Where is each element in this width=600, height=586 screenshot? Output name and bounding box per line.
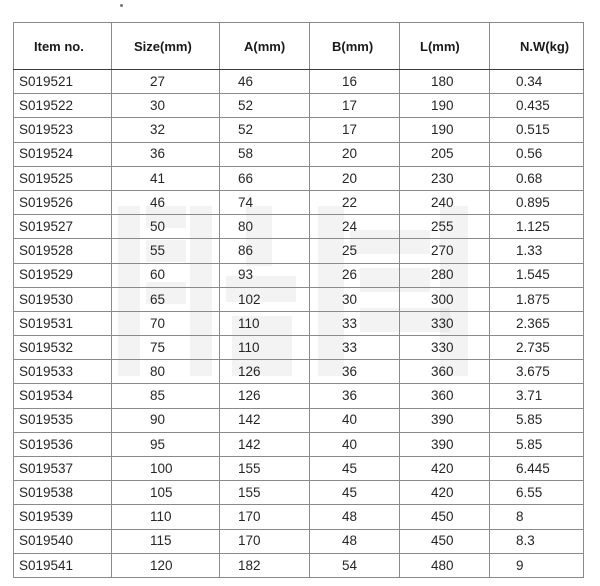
cell-net-weight: 0.515 [490, 118, 584, 142]
table-row [14, 457, 584, 481]
header-size: Size(mm) [112, 23, 220, 70]
cell-b: 16 [310, 70, 400, 94]
cell-l: 450 [400, 529, 490, 553]
cell-size: 110 [112, 505, 220, 529]
cell-l: 190 [400, 94, 490, 118]
cell-a: 170 [220, 505, 310, 529]
cell-item-no: S019530 [14, 287, 112, 311]
cell-net-weight: 0.34 [490, 70, 584, 94]
cell-item-no: S019535 [14, 408, 112, 432]
cell-item-no: S019523 [14, 118, 112, 142]
cell-b: 30 [310, 287, 400, 311]
cell-b: 33 [310, 336, 400, 360]
cell-size: 32 [112, 118, 220, 142]
table-row [14, 263, 584, 287]
cell-b: 40 [310, 408, 400, 432]
cell-a: 66 [220, 166, 310, 190]
table-row [14, 215, 584, 239]
cell-net-weight: 5.85 [490, 408, 584, 432]
corner-dot [120, 4, 123, 7]
cell-l: 420 [400, 481, 490, 505]
cell-l: 255 [400, 215, 490, 239]
cell-size: 90 [112, 408, 220, 432]
cell-l: 420 [400, 457, 490, 481]
cell-b: 54 [310, 553, 400, 577]
cell-item-no: S019527 [14, 215, 112, 239]
cell-l: 450 [400, 505, 490, 529]
header-l: L(mm) [400, 23, 490, 70]
cell-net-weight: 6.55 [490, 481, 584, 505]
cell-net-weight: 0.895 [490, 190, 584, 214]
table-row [14, 553, 584, 577]
cell-b: 48 [310, 529, 400, 553]
table-row [14, 70, 584, 94]
specifications-table [13, 22, 584, 578]
cell-item-no: S019522 [14, 94, 112, 118]
table-row [14, 384, 584, 408]
cell-net-weight: 0.56 [490, 142, 584, 166]
cell-b: 20 [310, 166, 400, 190]
cell-size: 115 [112, 529, 220, 553]
table-row [14, 360, 584, 384]
cell-b: 45 [310, 457, 400, 481]
cell-size: 80 [112, 360, 220, 384]
cell-b: 17 [310, 118, 400, 142]
cell-a: 46 [220, 70, 310, 94]
table-row [14, 408, 584, 432]
cell-a: 80 [220, 215, 310, 239]
cell-a: 58 [220, 142, 310, 166]
cell-size: 100 [112, 457, 220, 481]
cell-item-no: S019534 [14, 384, 112, 408]
cell-net-weight: 1.33 [490, 239, 584, 263]
cell-b: 48 [310, 505, 400, 529]
cell-a: 155 [220, 481, 310, 505]
cell-net-weight: 6.445 [490, 457, 584, 481]
cell-size: 41 [112, 166, 220, 190]
cell-l: 240 [400, 190, 490, 214]
cell-l: 330 [400, 336, 490, 360]
cell-size: 60 [112, 263, 220, 287]
cell-net-weight: 2.365 [490, 311, 584, 335]
table-row [14, 142, 584, 166]
cell-l: 330 [400, 311, 490, 335]
cell-item-no: S019537 [14, 457, 112, 481]
cell-a: 52 [220, 118, 310, 142]
cell-b: 24 [310, 215, 400, 239]
cell-b: 36 [310, 360, 400, 384]
cell-b: 36 [310, 384, 400, 408]
cell-size: 50 [112, 215, 220, 239]
cell-net-weight: 3.675 [490, 360, 584, 384]
cell-item-no: S019521 [14, 70, 112, 94]
cell-l: 270 [400, 239, 490, 263]
cell-item-no: S019531 [14, 311, 112, 335]
cell-a: 93 [220, 263, 310, 287]
header-item-no: Item no. [14, 23, 112, 70]
cell-a: 155 [220, 457, 310, 481]
cell-l: 480 [400, 553, 490, 577]
table-row [14, 529, 584, 553]
cell-a: 110 [220, 311, 310, 335]
table-row [14, 166, 584, 190]
cell-size: 36 [112, 142, 220, 166]
table-body [14, 70, 584, 578]
cell-net-weight: 2.735 [490, 336, 584, 360]
cell-net-weight: 1.545 [490, 263, 584, 287]
cell-l: 390 [400, 432, 490, 456]
table-row [14, 432, 584, 456]
table-row [14, 481, 584, 505]
cell-net-weight: 5.85 [490, 432, 584, 456]
cell-l: 360 [400, 384, 490, 408]
header-b: B(mm) [310, 23, 400, 70]
cell-size: 95 [112, 432, 220, 456]
cell-b: 20 [310, 142, 400, 166]
cell-item-no: S019538 [14, 481, 112, 505]
cell-size: 85 [112, 384, 220, 408]
cell-item-no: S019529 [14, 263, 112, 287]
cell-b: 33 [310, 311, 400, 335]
cell-b: 40 [310, 432, 400, 456]
cell-net-weight: 3.71 [490, 384, 584, 408]
cell-item-no: S019528 [14, 239, 112, 263]
header-net-weight: N.W(kg) [490, 23, 584, 70]
cell-a: 86 [220, 239, 310, 263]
table-row [14, 287, 584, 311]
cell-size: 70 [112, 311, 220, 335]
table-row [14, 239, 584, 263]
cell-l: 205 [400, 142, 490, 166]
table-row [14, 94, 584, 118]
table-row [14, 311, 584, 335]
cell-a: 102 [220, 287, 310, 311]
cell-net-weight: 1.125 [490, 215, 584, 239]
cell-size: 65 [112, 287, 220, 311]
cell-l: 300 [400, 287, 490, 311]
cell-size: 30 [112, 94, 220, 118]
table-row [14, 505, 584, 529]
cell-b: 17 [310, 94, 400, 118]
cell-item-no: S019532 [14, 336, 112, 360]
cell-net-weight: 8.3 [490, 529, 584, 553]
cell-a: 74 [220, 190, 310, 214]
cell-a: 142 [220, 408, 310, 432]
cell-size: 55 [112, 239, 220, 263]
cell-size: 75 [112, 336, 220, 360]
table-header-row [14, 23, 584, 70]
cell-l: 180 [400, 70, 490, 94]
cell-l: 230 [400, 166, 490, 190]
cell-net-weight: 1.875 [490, 287, 584, 311]
cell-size: 27 [112, 70, 220, 94]
cell-size: 120 [112, 553, 220, 577]
cell-item-no: S019524 [14, 142, 112, 166]
table-row [14, 190, 584, 214]
cell-net-weight: 0.68 [490, 166, 584, 190]
cell-l: 190 [400, 118, 490, 142]
table-row [14, 118, 584, 142]
cell-l: 280 [400, 263, 490, 287]
cell-item-no: S019526 [14, 190, 112, 214]
cell-a: 142 [220, 432, 310, 456]
cell-size: 105 [112, 481, 220, 505]
cell-item-no: S019541 [14, 553, 112, 577]
cell-net-weight: 9 [490, 553, 584, 577]
cell-b: 22 [310, 190, 400, 214]
cell-a: 126 [220, 360, 310, 384]
cell-b: 26 [310, 263, 400, 287]
cell-item-no: S019539 [14, 505, 112, 529]
cell-item-no: S019540 [14, 529, 112, 553]
cell-b: 25 [310, 239, 400, 263]
cell-a: 170 [220, 529, 310, 553]
cell-a: 52 [220, 94, 310, 118]
cell-size: 46 [112, 190, 220, 214]
cell-a: 126 [220, 384, 310, 408]
cell-item-no: S019533 [14, 360, 112, 384]
cell-item-no: S019525 [14, 166, 112, 190]
cell-a: 110 [220, 336, 310, 360]
cell-item-no: S019536 [14, 432, 112, 456]
cell-a: 182 [220, 553, 310, 577]
cell-l: 390 [400, 408, 490, 432]
header-a: A(mm) [220, 23, 310, 70]
cell-net-weight: 8 [490, 505, 584, 529]
table-row [14, 336, 584, 360]
cell-l: 360 [400, 360, 490, 384]
cell-b: 45 [310, 481, 400, 505]
cell-net-weight: 0.435 [490, 94, 584, 118]
